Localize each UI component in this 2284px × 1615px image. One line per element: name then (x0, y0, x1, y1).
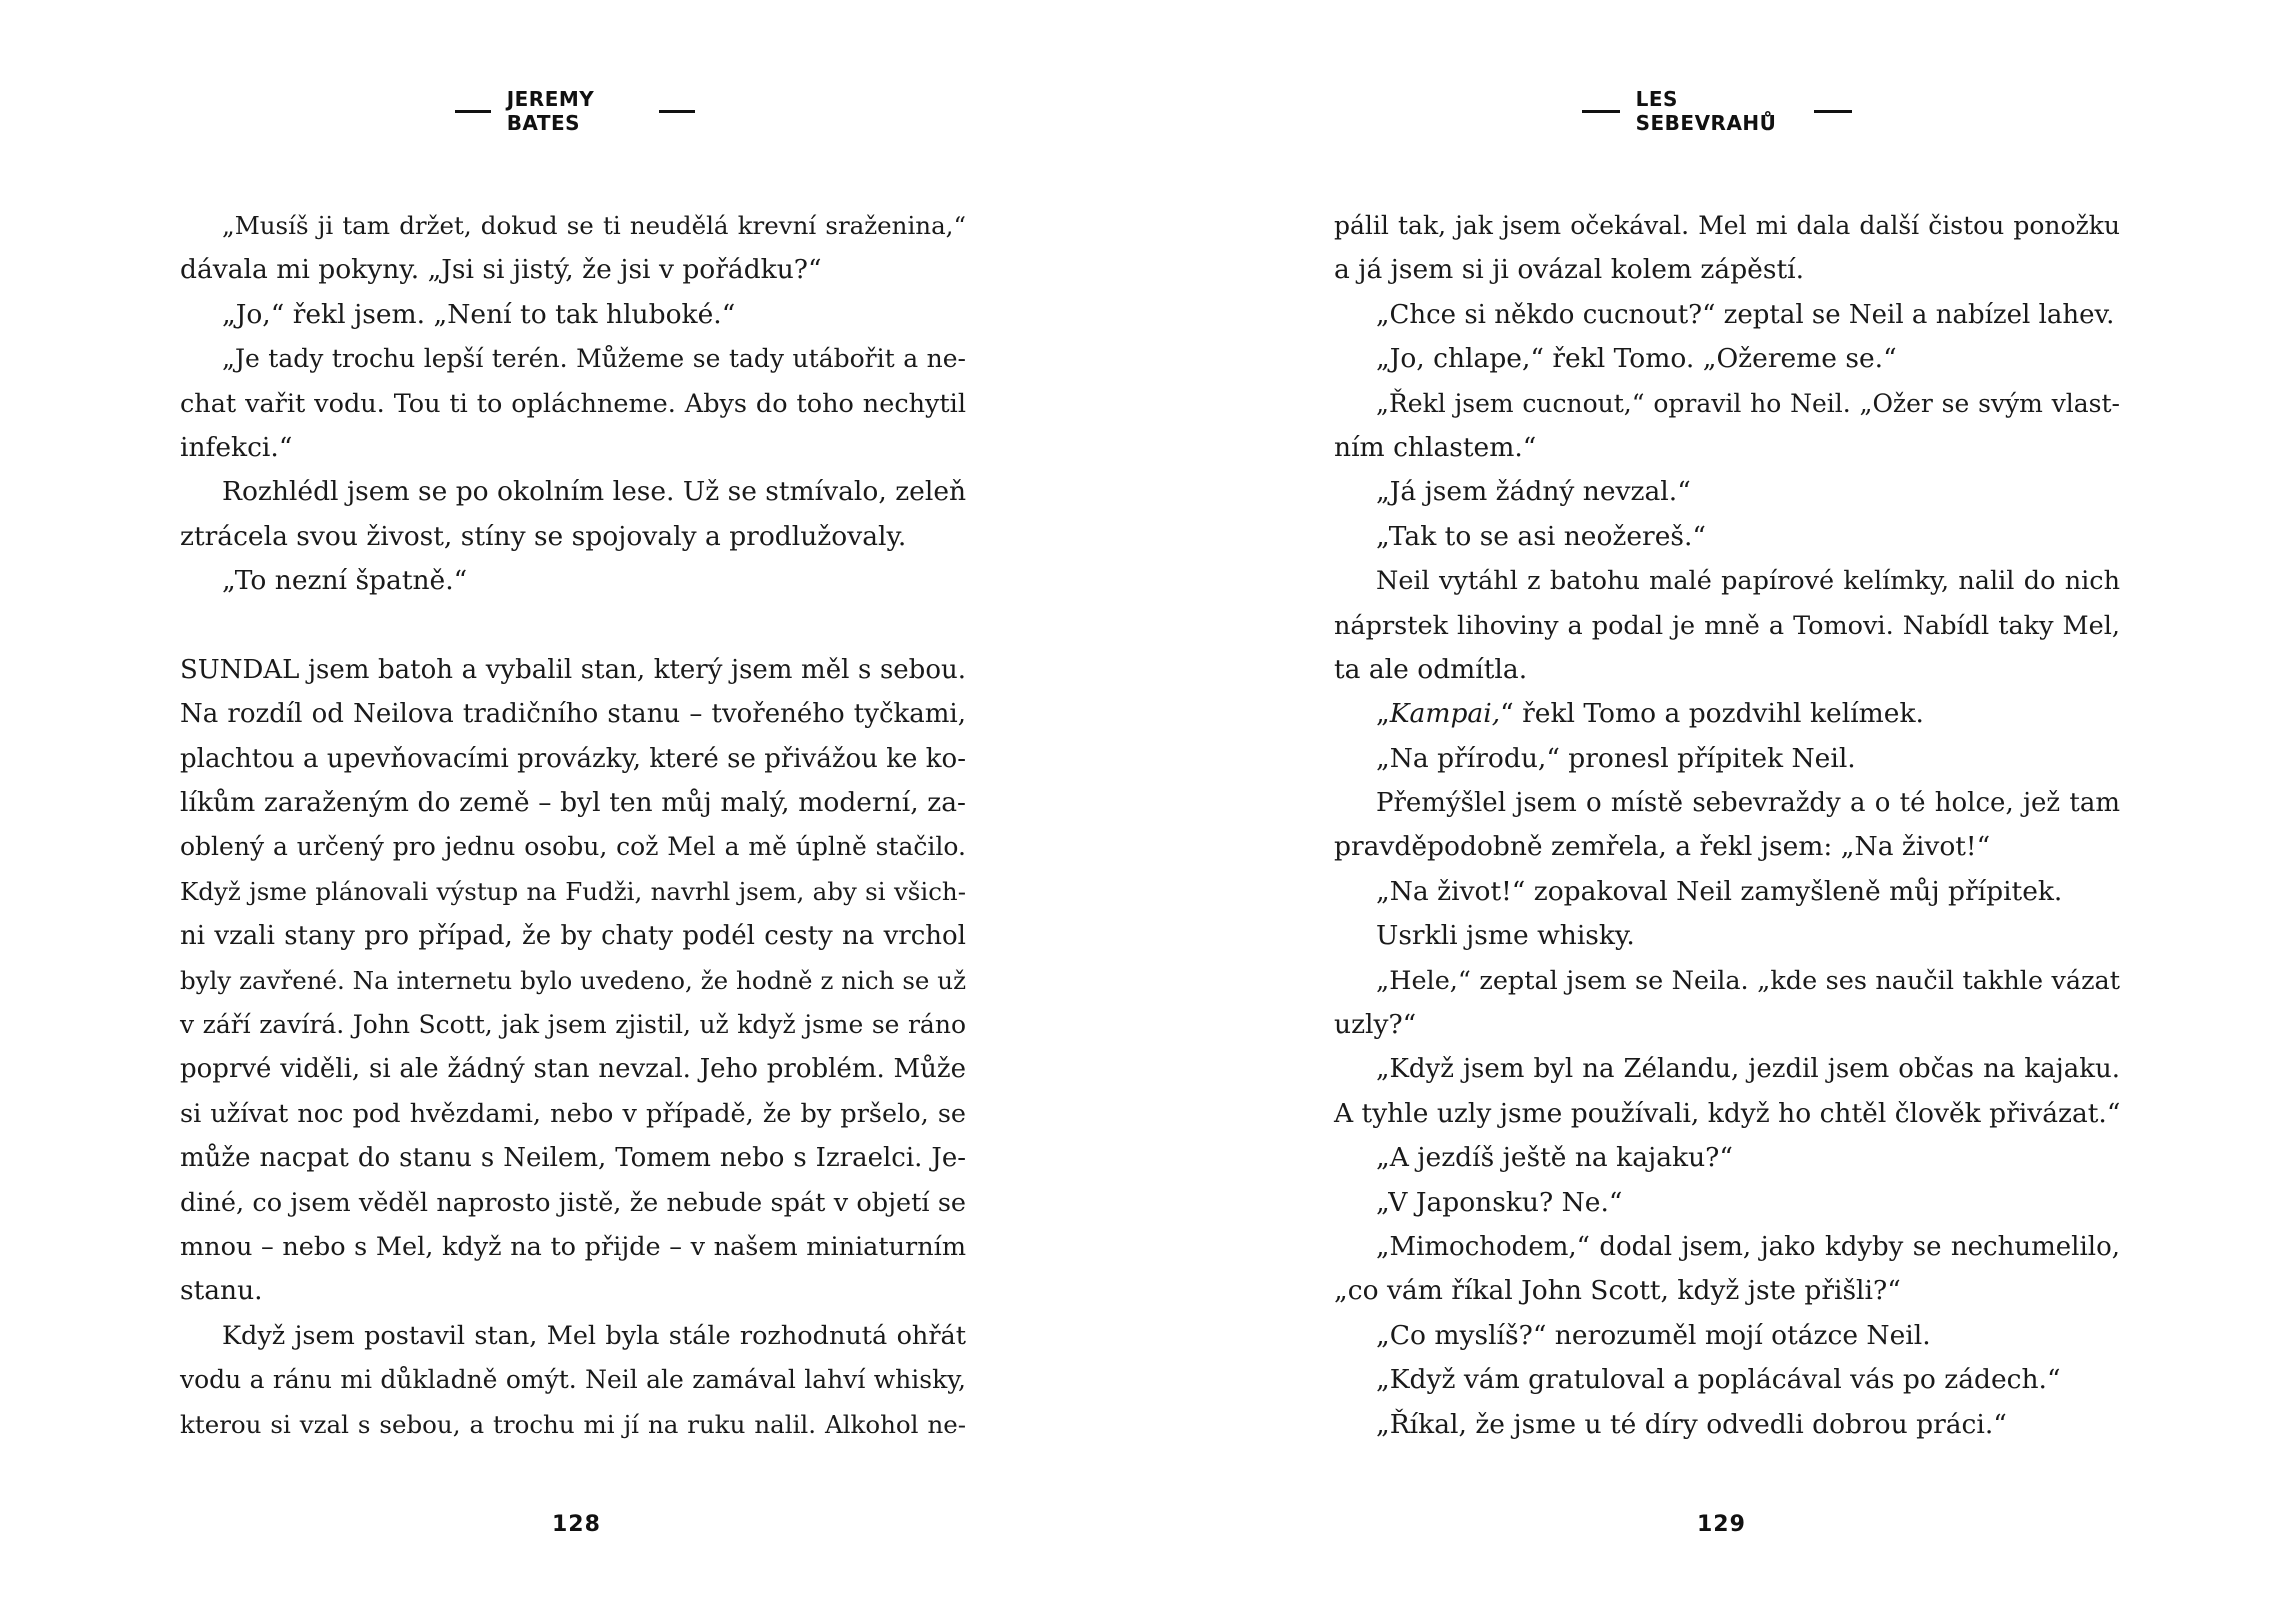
text-line: „Řekl jsem cucnout,“ opravil ho Neil. „Ožer se svým vlast- (1376, 388, 2120, 418)
text-line: pravděpodobně zemřela, a řekl jsem: „Na život!“ (1334, 831, 1991, 863)
text-line: pálil tak, jak jsem očekával. Mel mi dala další čistou ponožku (1334, 211, 2120, 240)
text-line: poprvé viděli, si ale žádný stan nevzal. Jeho problém. Může (180, 1054, 966, 1085)
text-line: SUNDAL jsem batoh a vybalil stan, který jsem měl s sebou. (180, 654, 966, 685)
text-line: si užívat noc pod hvězdami, nebo v případě, že by pršelo, se (180, 1098, 966, 1129)
text-line: ztrácela svou živost, stíny se spojovaly a prodlužovaly. (180, 520, 907, 552)
text-line: „Jo, chlape,“ řekl Tomo. „Ožereme se.“ (1376, 343, 1897, 375)
text-line: „Chce si někdo cucnout?“ zeptal se Neil a nabízel lahev. (1376, 299, 2115, 330)
text-line: „A jezdíš ještě na kajaku?“ (1376, 1142, 1733, 1174)
text-line: plachtou a upevňovacími provázky, které se přivážou ke ko- (180, 743, 966, 774)
text-line: vodu a ránu mi důkladně omýt. Neil ale zamával lahví whisky, (180, 1365, 966, 1395)
text-line: kterou si vzal s sebou, a trochu mi jí na ruku nalil. Alkohol ne- (180, 1409, 966, 1439)
header-rule-right (659, 110, 695, 113)
text-line: oblený a určený pro jednu osobu, což Mel a mě úplně stačilo. (180, 832, 966, 862)
foreign-word: Kampai, (1389, 698, 1501, 730)
text-line: Na rozdíl od Neilova tradičního stanu – tvořeného tyčkami, (180, 699, 966, 730)
text-line: Neil vytáhl z batohu malé papírové kelímky, nalil do nich (1376, 566, 2120, 597)
text-line: dávala mi pokyny. „Jsi si jistý, že jsi v pořádku?“ (180, 254, 822, 286)
text-line: uzly?“ (1334, 1009, 1417, 1041)
running-header (1582, 87, 1852, 135)
text-line: líkům zaraženým do země – byl ten můj malý, moderní, za- (180, 787, 966, 819)
body-text (1334, 204, 2120, 1447)
text-line: „Musíš ji tam držet, dokud se ti neudělá krevní sraženina,“ (222, 211, 966, 240)
text-line: může nacpat do stanu s Neilem, Tomem nebo s Izraelci. Je- (180, 1143, 966, 1174)
text-line: „Kampai,“ řekl Tomo a pozdvihl kelímek. (1376, 698, 1924, 730)
text-line: chat vařit vodu. Tou ti to opláchneme. Abys do toho nechytil (180, 388, 966, 419)
text-line: „co vám říkal John Scott, když jste přišli?“ (1334, 1275, 1901, 1307)
text-line: ta ale odmítla. (1334, 653, 1528, 685)
text-line: „Na život!“ zopakoval Neil zamyšleně můj přípitek. (1376, 875, 2063, 907)
text-line: „Jo,“ řekl jsem. „Není to tak hluboké.“ (222, 298, 736, 330)
running-header (455, 87, 695, 135)
text-line: „Na přírodu,“ pronesl přípitek Neil. (1376, 742, 1856, 774)
text-line: „Je tady trochu lepší terén. Můžeme se tady utábořit a ne- (222, 344, 966, 374)
text-line: A tyhle uzly jsme používali, když ho chtěl člověk přivázat.“ (1334, 1097, 2121, 1129)
header-rule-left (1582, 110, 1620, 113)
text-line: „Tak to se asi neožereš.“ (1376, 520, 1706, 552)
text-line: a já jsem si ji ovázal kolem zápěstí. (1334, 254, 1804, 286)
text-line: v září zavírá. John Scott, jak jsem zjistil, už když jsme se ráno (180, 1010, 966, 1040)
text-line: „Když vám gratuloval a poplácával vás po zádech.“ (1376, 1364, 2061, 1396)
text-line: „Co myslíš?“ nerozuměl mojí otázce Neil. (1376, 1319, 1931, 1351)
text-line: „Mimochodem,“ dodal jsem, jako kdyby se nechumelilo, (1376, 1231, 2120, 1262)
page-number: 128 (552, 1512, 601, 1537)
text-line: ni vzali stany pro případ, že by chaty podél cesty na vrchol (180, 921, 966, 952)
text-line: infekci.“ (180, 431, 293, 463)
text-line: „Říkal, že jsme u té díry odvedli dobrou práci.“ (1376, 1408, 2007, 1440)
page-number: 129 (1697, 1512, 1746, 1537)
header-rule-right (1814, 110, 1852, 113)
text-line: Rozhlédl jsem se po okolním lese. Už se stmívalo, zeleň (222, 476, 967, 508)
text-line: Když jsme plánovali výstup na Fudži, navrhl jsem, aby si všich- (180, 876, 966, 906)
text-line: „To nezní špatně.“ (222, 565, 468, 597)
right-page (1142, 0, 2284, 1615)
header-rule-left (455, 110, 491, 113)
text-line: Přemýšlel jsem o místě sebevraždy a o té holce, jež tam (1376, 788, 2120, 819)
body-text (180, 204, 966, 1447)
text-line: Usrkli jsme whisky. (1376, 920, 1635, 952)
header-title: LES SEBEVRAHŮ (1635, 87, 1777, 135)
section-break (180, 604, 966, 648)
text-line: ním chlastem.“ (1334, 431, 1537, 463)
text-line: Když jsem postavil stan, Mel byla stále rozhodnutá ohřát (222, 1320, 966, 1351)
header-title: JEREMY BATES (506, 87, 595, 135)
text-line: náprstek lihoviny a podal je mně a Tomovi. Nabídl taky Mel, (1334, 610, 2120, 641)
text-line: „Když jsem byl na Zélandu, jezdil jsem občas na kajaku. (1376, 1054, 2120, 1085)
text-line: diné, co jsem věděl naprosto jistě, že nebude spát v objetí se (180, 1187, 966, 1218)
text-line: „V Japonsku? Ne.“ (1376, 1186, 1623, 1218)
text-line: stanu. (180, 1275, 263, 1307)
text-line: „Hele,“ zeptal jsem se Neila. „kde ses naučil takhle vázat (1376, 965, 2120, 996)
text-line: „Já jsem žádný nevzal.“ (1376, 476, 1691, 508)
text-line: byly zavřené. Na internetu bylo uvedeno, že hodně z nich se už (180, 965, 966, 995)
text-line: mnou – nebo s Mel, když na to přijde – v našem miniaturním (180, 1231, 966, 1262)
